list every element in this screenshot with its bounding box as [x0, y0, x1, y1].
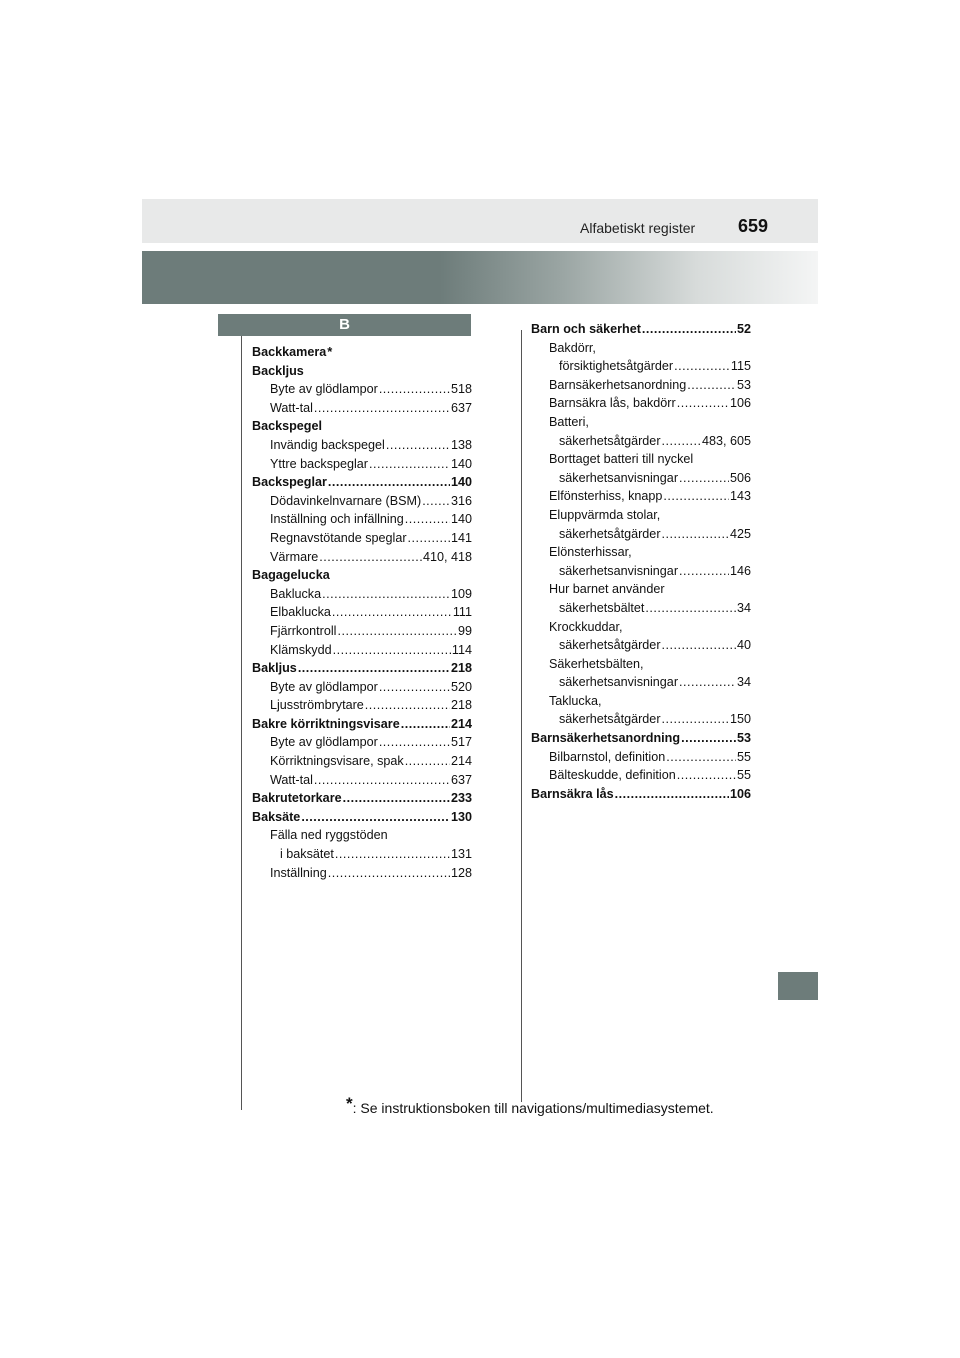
dot-leader	[379, 380, 450, 399]
index-entry	[252, 789, 472, 808]
index-entry	[531, 413, 751, 432]
header-bar	[142, 199, 818, 243]
dot-leader	[662, 710, 729, 729]
dot-leader	[337, 622, 457, 641]
index-entry-page: 111	[452, 603, 472, 622]
dot-leader	[332, 603, 452, 622]
dot-leader	[662, 525, 729, 544]
index-entry	[531, 376, 751, 395]
index-entry-page: 140	[450, 510, 472, 529]
index-entry	[252, 715, 472, 734]
dot-leader	[687, 376, 736, 395]
index-entry-page: 34	[736, 599, 751, 618]
index-entry	[531, 357, 751, 376]
index-entry-term: säkerhetsåtgärder	[559, 636, 662, 655]
index-entry-term: Barnsäkerhetsanordning	[531, 729, 681, 748]
index-entry-term: Byte av glödlampor	[270, 733, 379, 752]
index-entry	[531, 543, 751, 562]
index-entry-term: säkerhetsåtgärder	[559, 525, 662, 544]
index-entry	[531, 673, 751, 692]
index-entry	[252, 455, 472, 474]
index-entry	[531, 618, 751, 637]
index-entry-term: Ljusströmbrytare	[270, 696, 365, 715]
section-letter-header: B	[218, 314, 471, 336]
index-entry-term: säkerhetsåtgärder	[559, 432, 662, 451]
index-entry	[252, 566, 472, 585]
index-entry-page: 140	[450, 473, 472, 492]
index-entry	[252, 585, 472, 604]
index-entry	[531, 562, 751, 581]
index-entry-page: 53	[736, 729, 751, 748]
index-entry	[252, 622, 472, 641]
dot-leader	[335, 845, 450, 864]
index-entry-page: 218	[450, 696, 472, 715]
index-entry-page: 115	[730, 357, 751, 376]
dot-leader	[405, 510, 450, 529]
index-entry-term: Byte av glödlampor	[270, 380, 379, 399]
dot-leader	[328, 864, 450, 883]
index-entry	[252, 826, 472, 845]
index-entry-term: Batteri,	[549, 413, 590, 432]
index-entry-page: 518	[450, 380, 472, 399]
dot-leader	[386, 436, 450, 455]
index-entry	[531, 469, 751, 488]
index-entry	[252, 473, 472, 492]
index-entry	[531, 710, 751, 729]
dot-leader	[663, 487, 729, 506]
index-entry-term: Säkerhetsbälten,	[549, 655, 645, 674]
page-number: 659	[738, 216, 769, 236]
dot-leader	[379, 678, 450, 697]
index-entry-page: 218	[450, 659, 472, 678]
dot-leader	[677, 394, 729, 413]
index-entry-page: 410, 418	[422, 548, 472, 567]
index-entry-page: 214	[450, 752, 472, 771]
index-entry	[531, 320, 751, 339]
index-entry-term: Elbaklucka	[270, 603, 332, 622]
header-gradient-band	[142, 251, 818, 304]
index-entry-term: Eluppvärmda stolar,	[549, 506, 661, 525]
index-entry	[252, 603, 472, 622]
index-entry	[252, 659, 472, 678]
index-entry	[531, 580, 751, 599]
dot-leader	[681, 729, 736, 748]
index-entry	[531, 766, 751, 785]
index-entry-page: 109	[450, 585, 472, 604]
header-title: Alfabetiskt register	[580, 220, 696, 236]
index-entry-page: 114	[451, 641, 472, 660]
index-entry-page: 520	[450, 678, 472, 697]
index-entry-term: Barnsäkra lås	[531, 785, 615, 804]
index-entry-term: Inställning och infällning	[270, 510, 405, 529]
index-entry-page: 146	[729, 562, 751, 581]
index-entry	[531, 506, 751, 525]
index-entry	[252, 399, 472, 418]
footnote	[346, 1094, 714, 1116]
index-entry-page: 53	[736, 376, 751, 395]
index-entry	[252, 733, 472, 752]
dot-leader	[333, 641, 451, 660]
index-entry	[252, 771, 472, 790]
dot-leader	[662, 432, 701, 451]
index-entry	[531, 525, 751, 544]
index-entry	[252, 362, 472, 381]
index-entry-term: Barnsäkerhetsanordning	[549, 376, 687, 395]
dot-leader	[328, 473, 450, 492]
index-entry-term: Watt-tal	[270, 399, 314, 418]
index-entry-page: 316	[450, 492, 472, 511]
index-entry	[531, 599, 751, 618]
index-entry-term: Inställning	[270, 864, 328, 883]
dot-leader	[301, 808, 450, 827]
index-entry	[531, 748, 751, 767]
index-entry-page: 55	[736, 748, 751, 767]
dot-leader	[405, 752, 450, 771]
index-entry-term: Bakrutetorkare	[252, 789, 343, 808]
index-entry-page: 425	[729, 525, 751, 544]
index-entry	[252, 380, 472, 399]
index-entry-term: Backkamera	[252, 343, 327, 362]
index-entry-term: Dödavinkelnvarnare (BSM)	[270, 492, 422, 511]
footnote-text: : Se instruktionsboken till navigations/multimediasystemet.	[352, 1100, 714, 1116]
index-entry	[531, 692, 751, 711]
index-entry-page: 138	[450, 436, 472, 455]
index-entry-term: Barnsäkra lås, bakdörr	[549, 394, 677, 413]
dot-leader	[645, 599, 736, 618]
index-entry-term: Bakre körriktningsvisare	[252, 715, 401, 734]
index-entry-term: Elfönsterhiss, knapp	[549, 487, 663, 506]
index-entry-term: Yttre backspeglar	[270, 455, 369, 474]
dot-leader	[642, 320, 736, 339]
dot-leader	[662, 636, 736, 655]
dot-leader	[343, 789, 450, 808]
index-entry-term: Byte av glödlampor	[270, 678, 379, 697]
index-entry	[252, 696, 472, 715]
index-entry	[531, 487, 751, 506]
index-entry	[531, 636, 751, 655]
index-entry	[252, 678, 472, 697]
index-entry-term: försiktighetsåtgärder	[559, 357, 674, 376]
index-entry	[252, 529, 472, 548]
index-entry-page: 130	[450, 808, 472, 827]
index-entry-term: Hur barnet använder	[549, 580, 666, 599]
index-entry-term: Bakljus	[252, 659, 298, 678]
index-entry-term: Invändig backspegel	[270, 436, 386, 455]
index-entry	[252, 864, 472, 883]
index-column-left	[252, 343, 472, 882]
index-entry-term: Baklucka	[270, 585, 322, 604]
index-entry-page: 214	[450, 715, 472, 734]
index-entry	[531, 432, 751, 451]
index-entry-term: Bagagelucka	[252, 566, 331, 585]
dot-leader	[679, 469, 729, 488]
index-entry-term: Backspegel	[252, 417, 323, 436]
index-entry-term: Bakdörr,	[549, 339, 597, 358]
dot-leader	[679, 562, 729, 581]
index-entry-term: Regnavstötande speglar	[270, 529, 408, 548]
index-entry-term: Watt-tal	[270, 771, 314, 790]
footnote-star: *	[346, 1094, 353, 1113]
dot-leader	[677, 766, 736, 785]
dot-leader	[422, 492, 450, 511]
dot-leader	[408, 529, 450, 548]
index-entry-page: 517	[450, 733, 472, 752]
index-entry-page: 99	[457, 622, 472, 641]
index-entry	[252, 417, 472, 436]
index-entry	[531, 450, 751, 469]
dot-leader	[379, 733, 450, 752]
center-rule	[521, 330, 522, 1102]
index-entry	[252, 641, 472, 660]
dot-leader	[401, 715, 450, 734]
index-entry-term: säkerhetsanvisningar	[559, 562, 679, 581]
index-entry-term: Bälteskudde, definition	[549, 766, 677, 785]
index-entry	[531, 339, 751, 358]
index-entry-term: Baksäte	[252, 808, 301, 827]
dot-leader	[322, 585, 450, 604]
index-entry-page: 637	[450, 771, 472, 790]
dot-leader	[674, 357, 730, 376]
dot-leader	[679, 673, 736, 692]
index-entry-page: 106	[729, 785, 751, 804]
dot-leader	[314, 771, 450, 790]
index-entry-term: Backspeglar	[252, 473, 328, 492]
index-entry-term: Borttaget batteri till nyckel	[549, 450, 694, 469]
index-entry-term: Elönsterhissar,	[549, 543, 633, 562]
index-entry-page: 637	[450, 399, 472, 418]
index-entry-page: 150	[729, 710, 751, 729]
index-entry-page: 141	[450, 529, 472, 548]
index-entry	[252, 436, 472, 455]
index-entry-page: 233	[450, 789, 472, 808]
index-entry-term: Fälla ned ryggstöden	[270, 826, 389, 845]
index-entry-page: 128	[450, 864, 472, 883]
index-entry-page: 34	[736, 673, 751, 692]
index-entry	[252, 808, 472, 827]
index-entry-page: 131	[450, 845, 472, 864]
index-entry	[252, 752, 472, 771]
index-entry	[531, 655, 751, 674]
dot-leader	[369, 455, 450, 474]
thumb-index-tab	[778, 972, 818, 1000]
index-entry-page: 55	[736, 766, 751, 785]
index-entry-term: säkerhetsbältet	[559, 599, 645, 618]
index-entry-term: Backljus	[252, 362, 305, 381]
index-entry-page: 143	[729, 487, 751, 506]
index-entry-page: 52	[736, 320, 751, 339]
index-entry-page: 506	[729, 469, 751, 488]
index-entry-term: Klämskydd	[270, 641, 333, 660]
index-entry-term: säkerhetsåtgärder	[559, 710, 662, 729]
index-entry-page: 106	[729, 394, 751, 413]
index-entry-term: säkerhetsanvisningar	[559, 673, 679, 692]
index-entry-term: i baksätet	[280, 845, 335, 864]
index-entry-term: Körriktningsvisare, spak	[270, 752, 405, 771]
index-entry	[531, 394, 751, 413]
dot-leader	[666, 748, 736, 767]
index-entry	[531, 729, 751, 748]
index-entry	[252, 510, 472, 529]
index-entry	[531, 785, 751, 804]
left-rule	[241, 336, 242, 1110]
index-entry-term: Barn och säkerhet	[531, 320, 642, 339]
index-entry-page: 40	[736, 636, 751, 655]
index-entry-term: Värmare	[270, 548, 319, 567]
dot-leader	[314, 399, 450, 418]
index-entry-term: Taklucka,	[549, 692, 603, 711]
index-column-right	[531, 320, 751, 803]
dot-leader	[298, 659, 450, 678]
index-entry	[252, 845, 472, 864]
dot-leader	[365, 696, 450, 715]
index-entry-page: 483, 605	[701, 432, 751, 451]
index-entry-term: Krockkuddar,	[549, 618, 624, 637]
index-entry-page: 140	[450, 455, 472, 474]
index-entry	[252, 548, 472, 567]
index-entry: Backkamera *	[252, 343, 472, 362]
index-entry	[252, 492, 472, 511]
dot-leader	[319, 548, 422, 567]
index-entry-term: Fjärrkontroll	[270, 622, 337, 641]
dot-leader	[615, 785, 729, 804]
index-entry-term: säkerhetsanvisningar	[559, 469, 679, 488]
index-entry-term: Bilbarnstol, definition	[549, 748, 666, 767]
